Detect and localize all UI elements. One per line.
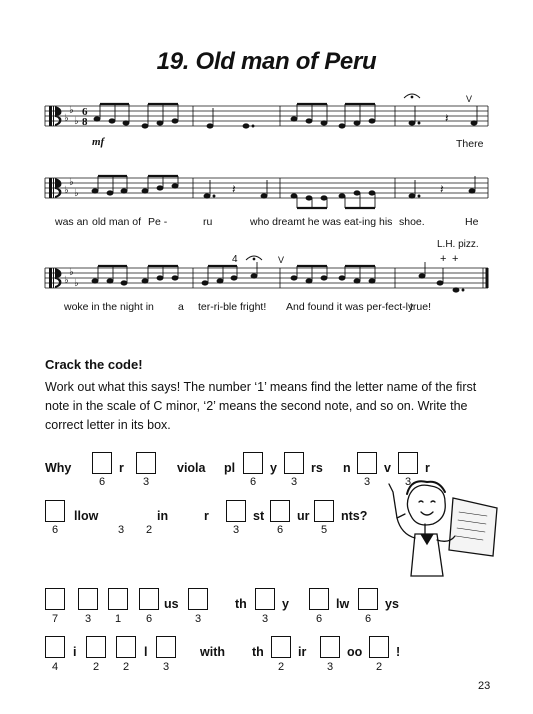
clue-number: 3 [117,524,125,536]
clue-number: 6 [276,524,284,536]
lyric-pe: Pe - [148,216,168,228]
lyric-terrible-fright: ter-ri-ble fright! [198,301,267,313]
clue-number: 1 [114,613,122,625]
word-y2: y [282,597,289,611]
answer-box[interactable] [78,588,98,610]
word-r3: r [204,509,209,523]
dynamic-mf: mf [92,136,105,148]
clue-number: 6 [51,524,59,536]
word-n: n [343,461,351,475]
word-th2: th [252,645,264,659]
word-oo: oo [347,645,363,659]
svg-text:♭: ♭ [69,267,74,278]
svg-text:𝄽: 𝄽 [440,182,444,196]
clue-number: 7 [51,613,59,625]
word-us: us [164,597,179,611]
clue-number: 2 [92,661,100,673]
answer-box[interactable] [255,588,275,610]
word-ys: ys [385,597,399,611]
word-llow: llow [74,509,99,523]
lyric-there: There [456,138,484,150]
time-signature [82,106,88,128]
answer-box[interactable] [357,452,377,474]
word-i: i [73,645,77,659]
clue-number: 3 [162,661,170,673]
word-why: Why [45,461,72,475]
clue-number: 3 [326,661,334,673]
svg-text:+: + [440,253,447,265]
final-barline [486,268,489,288]
clue-number: 3 [84,613,92,625]
word-with: with [200,645,225,659]
answer-box[interactable] [45,588,65,610]
word-r: r [119,461,124,475]
page-number: 23 [478,680,491,692]
answer-box[interactable] [369,636,389,658]
lyric-and-found: And found it was per-fect-ly [286,301,414,313]
word-st: st [253,509,265,523]
lh-pizz-marking: L.H. pizz. [437,239,479,250]
clue-number: 3 [142,476,150,488]
answer-box[interactable] [243,452,263,474]
svg-text:♭: ♭ [74,278,79,289]
word-lw: lw [336,597,350,611]
svg-text:𝄽: 𝄽 [232,182,236,196]
svg-text:♭: ♭ [74,116,79,127]
answer-box[interactable] [270,500,290,522]
clue-number: 6 [364,613,372,625]
answer-box[interactable] [92,452,112,474]
lyric-woke: woke in the night in [64,301,154,313]
word-excl: ! [396,645,401,659]
svg-text:♭: ♭ [64,185,69,196]
clue-number: 3 [290,476,298,488]
clue-number: 6 [249,476,257,488]
answer-box[interactable] [314,500,334,522]
lyric-old-man-of: old man of [92,216,142,228]
answer-box[interactable] [284,452,304,474]
key-signatures [64,105,79,289]
word-ur: ur [297,509,310,523]
word-v: v [384,461,391,475]
word-r-end: r [425,461,430,475]
notes-staff-2 [92,176,475,208]
clue-number: 3 [404,476,412,488]
word-viola: viola [177,461,206,475]
answer-box[interactable] [188,588,208,610]
svg-text:6: 6 [82,106,88,118]
clue-number: 6 [145,613,153,625]
answer-box[interactable] [156,636,176,658]
svg-text:♭: ♭ [74,188,79,199]
clue-number: 3 [363,476,371,488]
section-heading: Crack the code! [45,357,143,372]
page-title: 19. Old man of Peru [156,48,377,75]
clue-number: 6 [315,613,323,625]
lyric-who-dreamt: who dreamt he was eat-ing his [250,216,393,228]
clue-number: 2 [375,661,383,673]
word-rs: rs [311,461,323,475]
answer-box[interactable] [136,452,156,474]
answer-box[interactable] [45,500,65,522]
svg-text:♭: ♭ [64,275,69,286]
lyric-shoe: shoe. [399,216,425,228]
lyric-a: a [178,301,184,313]
answer-box[interactable] [358,588,378,610]
word-ir: ir [298,645,307,659]
answer-box[interactable] [116,636,136,658]
word-in: in [157,509,169,523]
answer-box[interactable] [398,452,418,474]
instructions: Work out what this says! The number ‘1’ means find the letter name of the first note in the scale of C minor, ‘2’ means the second note, and so on. Write the correct letter in its box. [45,380,477,432]
clue-number: 6 [98,476,106,488]
answer-box[interactable] [226,500,246,522]
svg-text:V: V [466,94,473,104]
clue-number: 2 [122,661,130,673]
alto-clefs [49,106,61,288]
svg-text:+: + [452,253,459,265]
svg-text:8: 8 [82,116,88,128]
svg-text:♭: ♭ [69,105,74,116]
lyric-he: He [465,216,479,228]
word-y: y [270,461,277,475]
lyric-was-an: was an [55,216,89,228]
clue-number: 2 [145,524,153,536]
svg-text:V: V [278,255,285,265]
lyric-true: true! [410,301,432,313]
word-nts: nts? [341,509,368,523]
answer-box[interactable] [45,636,65,658]
answer-box[interactable] [320,636,340,658]
svg-text:𝄽: 𝄽 [445,111,449,125]
word-pl: pl [224,461,236,475]
clue-number: 3 [194,613,202,625]
svg-text:♭: ♭ [69,177,74,188]
answer-box[interactable] [108,588,128,610]
word-th: th [235,597,247,611]
word-l: l [144,645,148,659]
answer-box[interactable] [139,588,159,610]
answer-box[interactable] [309,588,329,610]
answer-box[interactable] [86,636,106,658]
clue-number: 3 [261,613,269,625]
finger-number: 4 [232,254,238,265]
answer-box[interactable] [271,636,291,658]
svg-text:♭: ♭ [64,113,69,124]
clue-number: 4 [51,661,59,673]
clue-number: 2 [277,661,285,673]
clue-number: 5 [320,524,328,536]
cartoon-boy-illustration [375,478,505,588]
clue-number: 3 [232,524,240,536]
lyric-ru: ru [203,216,213,228]
